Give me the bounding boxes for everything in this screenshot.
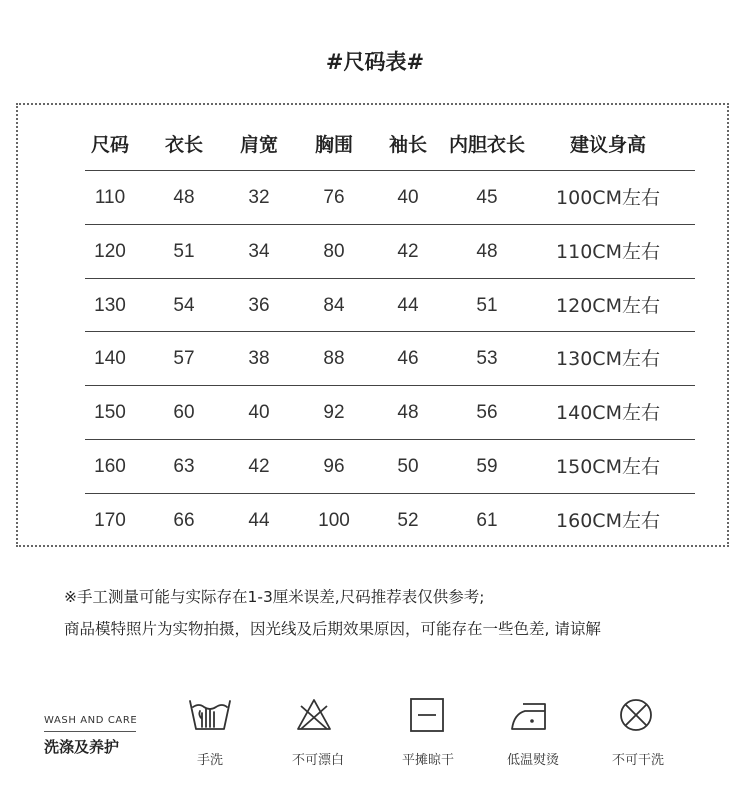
table-cell: 42	[397, 240, 419, 262]
table-rule	[85, 170, 695, 171]
no-bleach-icon	[296, 698, 332, 732]
low-iron-icon	[510, 700, 556, 732]
header-sleeve: 袖长	[388, 134, 428, 156]
care-divider	[44, 731, 136, 732]
header-lining-length: 内胆衣长	[448, 134, 526, 156]
table-cell: 96	[323, 456, 345, 477]
care-title-en: WASH AND CARE	[44, 715, 138, 726]
table-cell: 40	[248, 402, 270, 424]
table-cell: 48	[397, 402, 419, 424]
table-row	[0, 452, 750, 482]
care-label-no-bleach: 不可漂白	[291, 753, 345, 768]
table-row	[0, 291, 750, 321]
table-cell: 120CM左右	[556, 294, 660, 317]
table-cell: 80	[323, 240, 345, 262]
table-cell: 32	[248, 187, 270, 208]
table-cell: 63	[173, 456, 195, 477]
table-cell: 100CM左右	[556, 187, 660, 209]
table-row	[0, 183, 750, 213]
table-cell: 44	[248, 509, 270, 531]
table-cell: 36	[248, 294, 270, 316]
table-row	[0, 344, 750, 374]
table-cell: 150	[94, 402, 126, 424]
table-cell: 88	[323, 348, 345, 370]
page-title: #尺码表#	[325, 50, 425, 74]
table-cell: 40	[397, 187, 419, 208]
table-rule	[85, 493, 695, 494]
table-cell: 66	[173, 509, 195, 531]
table-cell: 76	[323, 187, 345, 208]
table-cell: 52	[397, 509, 419, 531]
table-rule	[85, 224, 695, 225]
note-measurement: ※手工测量可能与实际存在1-3厘米误差,尺码推荐表仅供参考;	[64, 588, 485, 606]
care-label-hand-wash: 手洗	[196, 753, 224, 768]
table-cell: 48	[173, 187, 195, 208]
table-cell: 50	[397, 456, 419, 477]
table-cell: 160CM左右	[556, 509, 660, 532]
table-rule	[85, 385, 695, 386]
dry-flat-icon	[409, 697, 445, 733]
table-cell: 38	[248, 348, 270, 370]
no-dry-clean-icon	[618, 697, 654, 733]
header-length: 衣长	[164, 134, 204, 156]
table-cell: 130	[94, 294, 126, 316]
table-cell: 44	[397, 294, 419, 316]
table-cell: 100	[318, 509, 350, 531]
table-rule	[85, 331, 695, 332]
table-cell: 160	[94, 456, 126, 477]
table-cell: 57	[173, 348, 195, 370]
table-cell: 110	[94, 187, 126, 208]
table-row	[0, 398, 750, 428]
header-size: 尺码	[90, 134, 130, 156]
table-cell: 53	[476, 348, 498, 370]
table-cell: 84	[323, 294, 345, 316]
table-cell: 140CM左右	[556, 402, 660, 425]
care-label-dry-flat: 平摊晾干	[401, 753, 455, 768]
table-cell: 110CM左右	[556, 240, 660, 263]
table-cell: 46	[397, 348, 419, 370]
table-cell: 92	[323, 402, 345, 424]
table-cell: 51	[173, 240, 195, 262]
care-label-no-dry-clean: 不可干洗	[611, 753, 665, 768]
table-cell: 60	[173, 402, 195, 424]
header-shoulder: 肩宽	[239, 134, 279, 156]
table-cell: 34	[248, 240, 270, 262]
table-cell: 45	[476, 187, 498, 208]
care-title-cn: 洗涤及养护	[44, 738, 120, 756]
table-cell: 170	[94, 509, 126, 531]
table-header-row	[0, 130, 750, 160]
table-cell: 61	[476, 509, 498, 531]
table-cell: 54	[173, 294, 195, 316]
hand-wash-icon	[187, 697, 233, 733]
table-cell: 42	[248, 456, 270, 477]
table-cell: 59	[476, 456, 498, 477]
table-rule	[85, 439, 695, 440]
table-rule	[85, 278, 695, 279]
table-cell: 120	[94, 240, 126, 262]
table-cell: 150CM左右	[556, 456, 660, 478]
table-cell: 56	[476, 402, 498, 424]
table-cell: 48	[476, 240, 498, 262]
header-chest: 胸围	[314, 134, 354, 156]
table-cell: 130CM左右	[556, 348, 660, 371]
note-color-difference: 商品模特照片为实物拍摄，因光线及后期效果原因，可能存在一些色差, 请谅解	[64, 620, 601, 638]
table-row	[0, 506, 750, 536]
table-cell: 140	[94, 348, 126, 370]
table-cell: 51	[476, 294, 498, 316]
header-height: 建议身高	[569, 134, 647, 156]
care-label-low-iron: 低温熨烫	[506, 753, 560, 768]
table-row	[0, 237, 750, 267]
